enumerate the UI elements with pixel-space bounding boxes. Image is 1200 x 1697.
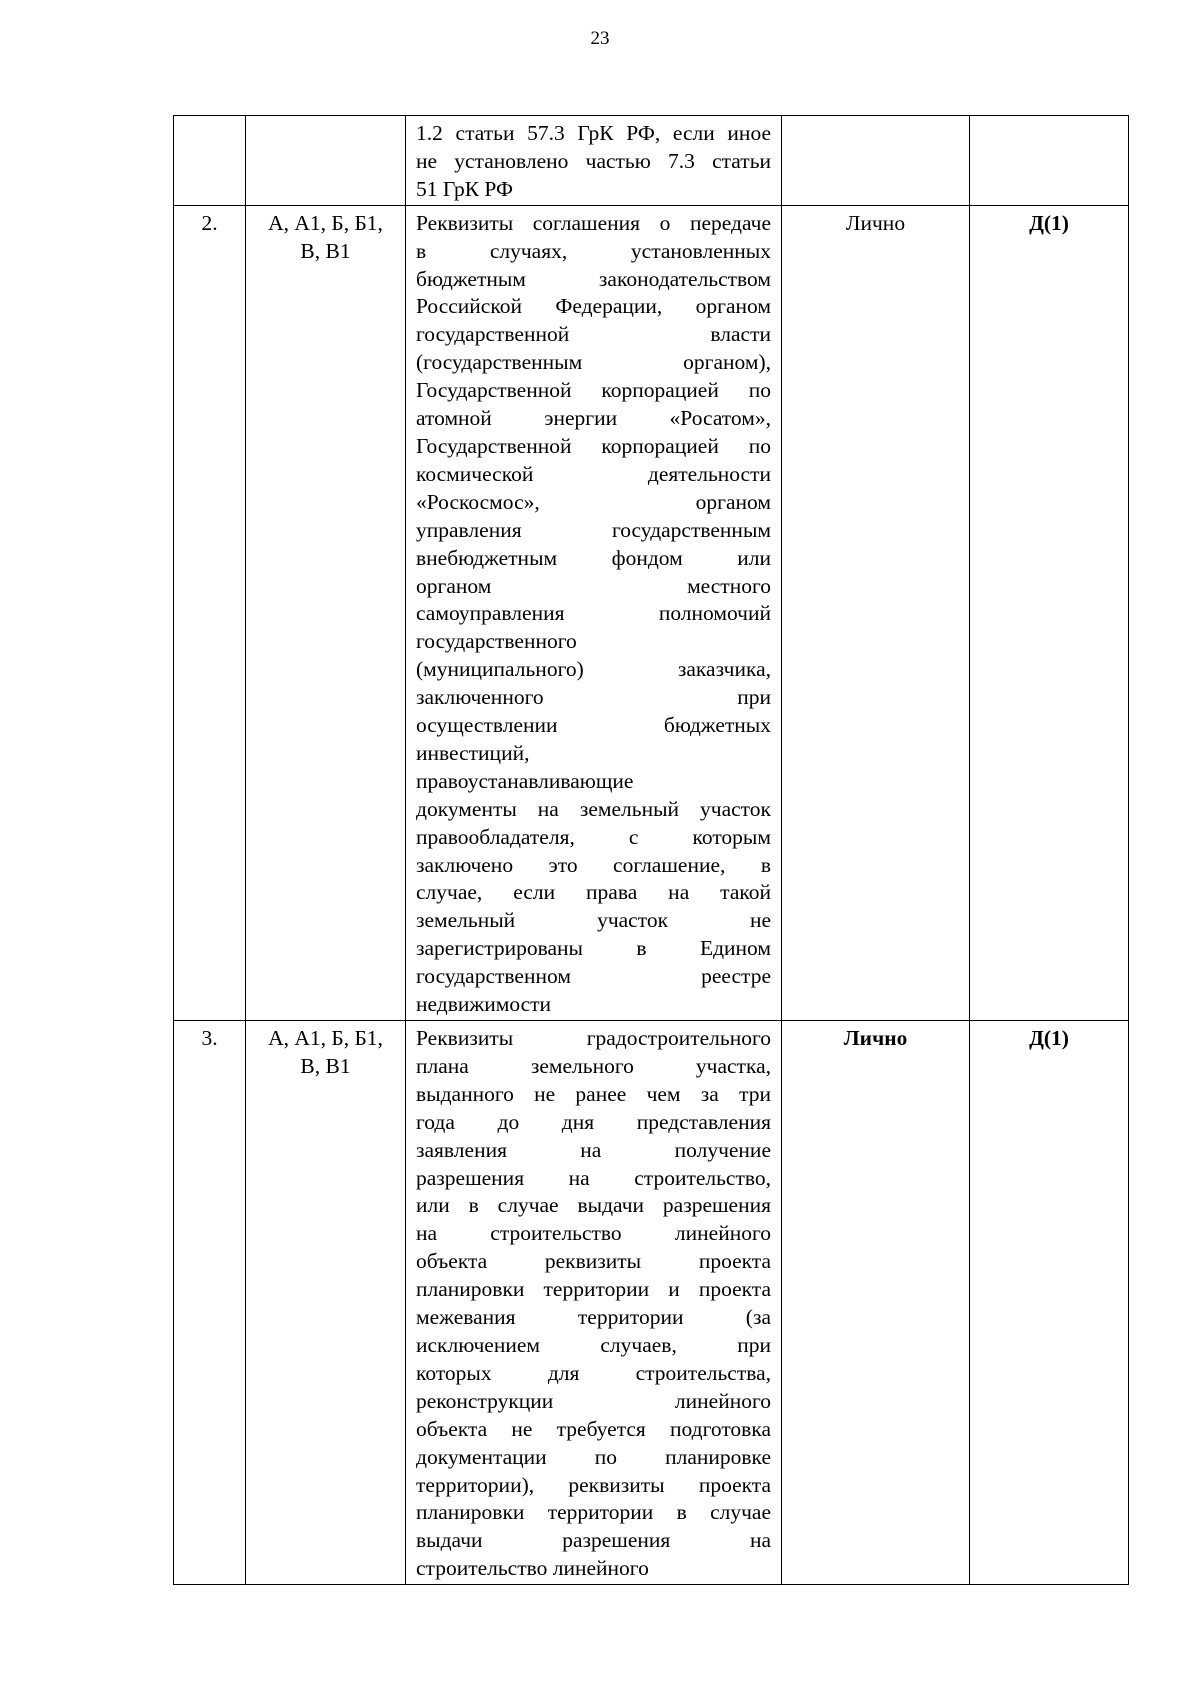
description-line: инвестиций, xyxy=(416,740,530,765)
description-line: заключено это соглашение, в xyxy=(416,852,771,877)
description-line: документации по планировке xyxy=(416,1444,771,1469)
description-line: «Роскосмос», органом xyxy=(416,489,771,514)
description-line: (государственным органом), xyxy=(416,350,771,375)
description-line: осуществлении бюджетных xyxy=(416,713,771,738)
document-description-cell xyxy=(406,116,782,206)
description-line: государственной власти xyxy=(416,322,771,347)
description-line: или в случае выдачи разрешения xyxy=(416,1193,771,1218)
description-line: строительство линейного xyxy=(416,1556,649,1581)
description-line: в случаях, установленных xyxy=(416,238,771,263)
description-line: разрешения на строительство, xyxy=(416,1165,771,1190)
description-line: (муниципального) заказчика, xyxy=(416,657,771,682)
table-row xyxy=(174,205,1129,1020)
description-line: бюджетным законодательством xyxy=(416,266,771,291)
submission-form-cell: Лично xyxy=(782,205,970,1020)
description-line: космической деятельности xyxy=(416,461,771,486)
requirements-table xyxy=(173,115,1129,1585)
description-line: самоуправления полномочий xyxy=(416,601,771,626)
description-line: внебюджетным фондом или xyxy=(416,545,771,570)
description-line: государственном реестре xyxy=(416,964,771,989)
description-line: реконструкции линейного xyxy=(416,1388,771,1413)
description-line: Государственной корпорацией по xyxy=(416,433,771,458)
description-line: органом местного xyxy=(416,573,771,598)
table-row xyxy=(174,1021,1129,1585)
description-line: 51 ГрК РФ xyxy=(416,176,513,201)
description-line: выдачи разрешения на xyxy=(416,1528,771,1553)
description-line: правообладателя, с которым xyxy=(416,824,771,849)
description-line: зарегистрированы в Едином xyxy=(416,936,771,961)
description-line: заключенного при xyxy=(416,685,771,710)
description-line: плана земельного участка, xyxy=(416,1053,771,1078)
description-line: 1.2 статьи 57.3 ГрК РФ, если иное xyxy=(416,121,771,145)
description-line: межевания территории (за xyxy=(416,1305,771,1330)
description-line: документы на земельный участок xyxy=(416,796,771,821)
description-line: объекта реквизиты проекта xyxy=(416,1249,771,1274)
description-line: Российской Федерации, органом xyxy=(416,294,771,319)
description-line: Реквизиты градостроительного xyxy=(416,1026,771,1050)
table-row xyxy=(174,116,1129,206)
description-line: заявления на получение xyxy=(416,1137,771,1162)
row-number-cell: 3. xyxy=(174,1021,246,1585)
page-number: 23 xyxy=(590,28,610,49)
description-line: управления государственным xyxy=(416,517,771,542)
description-line: недвижимости xyxy=(416,992,552,1017)
document-code-cell: Д(1) xyxy=(970,205,1129,1020)
description-line: Реквизиты соглашения о передаче xyxy=(416,210,771,235)
description-line: года до дня представления xyxy=(416,1109,771,1134)
description-line: правоустанавливающие xyxy=(416,768,634,793)
description-line: случае, если права на такой xyxy=(416,880,771,905)
description-line: исключением случаев, при xyxy=(416,1332,771,1357)
description-line: планировки территории и проекта xyxy=(416,1277,771,1302)
description-line: на строительство линейного xyxy=(416,1221,771,1246)
document-code-cell: Д(1) xyxy=(970,1021,1129,1585)
description-line: территории), реквизиты проекта xyxy=(416,1472,771,1497)
description-line: которых для строительства, xyxy=(416,1360,771,1385)
row-number-cell xyxy=(174,116,246,206)
document-description-cell xyxy=(406,205,782,1020)
description-line: выданного не ранее чем за три xyxy=(416,1081,771,1106)
description-line: не установлено частью 7.3 статьи xyxy=(416,148,771,173)
applicant-groups-cell: А, А1, Б, Б1, В, В1 xyxy=(246,205,406,1020)
document-code-cell xyxy=(970,116,1129,206)
document-description-cell xyxy=(406,1021,782,1585)
description-line: земельный участок не xyxy=(416,908,771,933)
applicant-groups-cell xyxy=(246,116,406,206)
description-line: объекта не требуется подготовка xyxy=(416,1416,771,1441)
description-line: государственного xyxy=(416,629,577,654)
applicant-groups-cell: А, А1, Б, Б1, В, В1 xyxy=(246,1021,406,1585)
submission-form-cell xyxy=(782,116,970,206)
submission-form-cell: Лично xyxy=(782,1021,970,1585)
description-line: Государственной корпорацией по xyxy=(416,378,771,403)
description-line: атомной энергии «Росатом», xyxy=(416,406,771,431)
description-line: планировки территории в случае xyxy=(416,1500,771,1525)
row-number-cell: 2. xyxy=(174,205,246,1020)
